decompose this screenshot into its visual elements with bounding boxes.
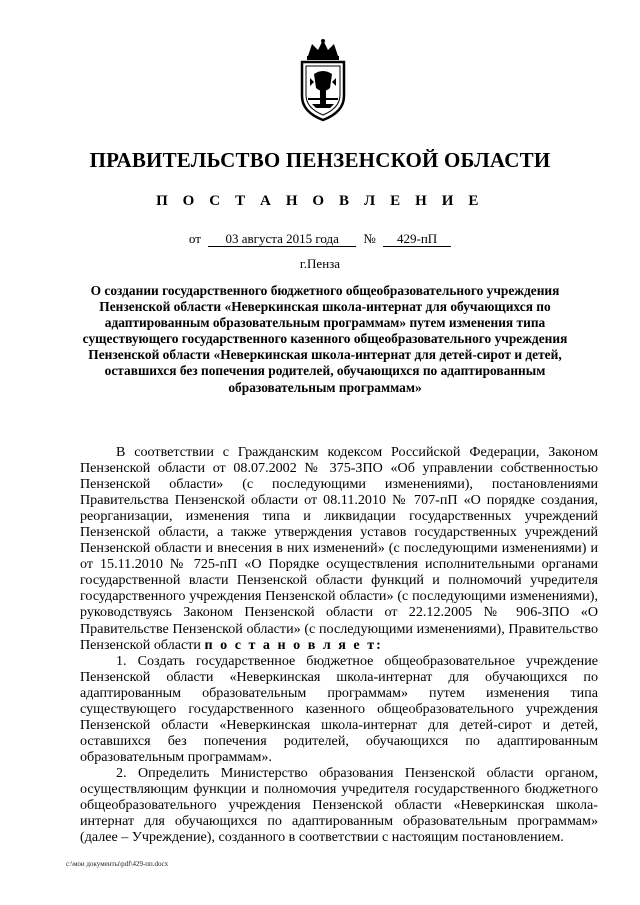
document-number: 429-пП — [383, 232, 451, 247]
document-date: 03 августа 2015 года — [208, 232, 356, 247]
item-1-paragraph: 1. Создать государственное бюджетное общеобразовательное учреждение Пензенской области «Неверкинская школа-интернат для обучающихся по адаптированным образовательным программам» путем изменения типа существующего государственного казенного общеобразовательного учреждения Пензенской области «Неверкинская школа-интернат для детей-сирот и детей, оставшихся без попечения родителей, обучающихся по адаптированным образовательным программам». — [80, 652, 598, 765]
date-prefix: от — [188, 231, 201, 246]
coat-of-arms-icon — [296, 38, 350, 122]
city: г.Пенза — [299, 256, 341, 271]
preamble-text: В соответствии с Гражданским кодексом Российской Федерации, Законом Пензенской области от 08.07.2002 № 375-ЗПО «Об управлении собственностью Пензенской области» (с последующими изменениями), постановлениями Правительства Пензенской области от 08.11.2010 № 707-пП «О порядке создания, реорганизации, изменения типа и ликвидации государственных учреждений Пензенской области, а также утверждения уставов государственных учреждений Пензенской области и внесения в них изменений» (с последующими изменениями) и от 15.11.2010 № 725-пП «О Порядке осуществления исполнительными органами государственной власти Пензенской области функций и полномочий учредителя государственного учреждения Пензенской области» (с последующими изменениями), руководствуясь Законом Пензенской области от 22.12.2005 № 906-ЗПО «О Правительстве Пензенской области» (с последующими изменениями), Правительство Пензенской области — [80, 444, 598, 653]
decree-word: п о с т а н о в л я е т: — [204, 636, 383, 653]
document-body — [80, 444, 598, 845]
organization-name: ПРАВИТЕЛЬСТВО ПЕНЗЕНСКОЙ ОБЛАСТИ — [89, 148, 551, 172]
document-title: О создании государственного бюджетного общеобразовательного учреждения Пензенской области «Неверкинская школа-интернат для обучающихся по адаптированным образовательным программам» путем изменения типа существующего государственного казенного общеобразовательного учреждения Пензенской области «Неверкинская школа-интернат для детей-сирот и детей, оставшихся без попечения родителей, обучающихся по адаптированным образовательным программам» — [82, 283, 568, 395]
item-2-paragraph: 2. Определить Министерство образования Пензенской области органом, осуществляющим функции и полномочия учредителя государственного бюджетного общеобразовательного учреждения Пензенской области «Неверкинская школа-интернат для обучающихся по адаптированным образовательным программам» (далее – Учреждение), созданного в соответствии с настоящим постановлением. — [80, 764, 598, 846]
preamble-paragraph — [80, 444, 598, 653]
number-label: № — [363, 231, 376, 246]
document-type: П О С Т А Н О В Л Е Н И Е — [156, 193, 484, 209]
file-path-footer: c:\мои документы\pdf\429-пп.docx — [66, 860, 169, 868]
date-number-line — [0, 231, 640, 247]
